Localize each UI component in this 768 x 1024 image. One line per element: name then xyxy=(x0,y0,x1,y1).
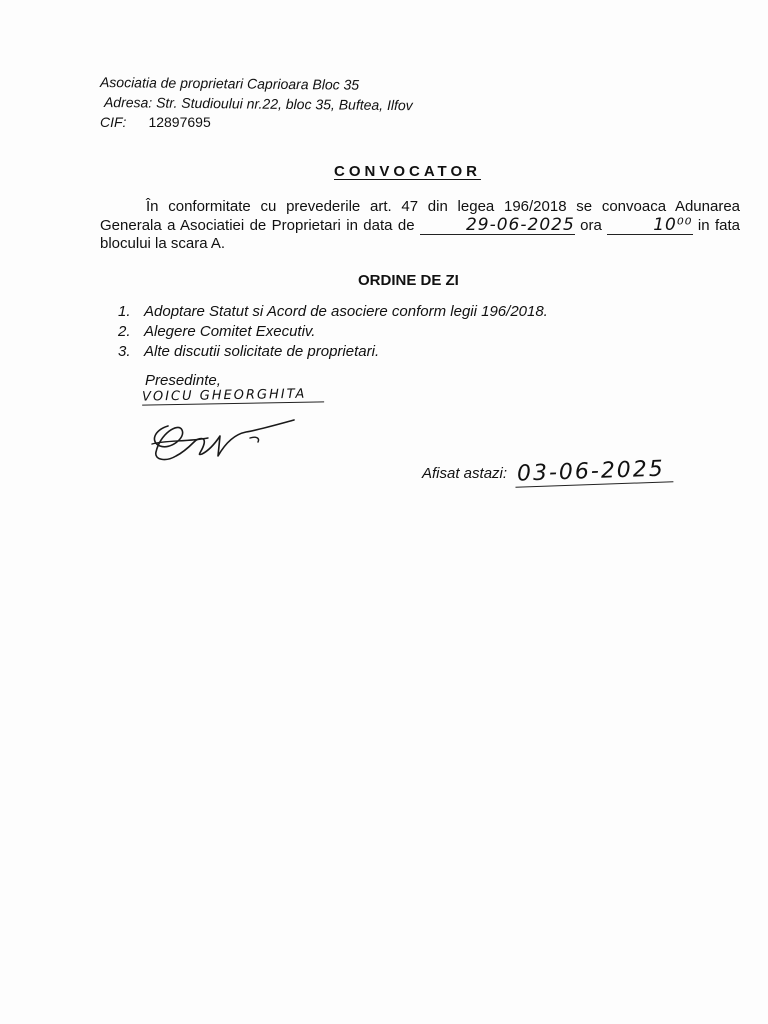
posted-date: 03-06-2025 xyxy=(515,456,674,487)
agenda-item: 3. Alte discutii solicitate de proprietari. xyxy=(118,343,380,360)
paragraph-text-1: În conformitate cu prevederile art. 47 din legea 196/2018 se convoaca Adunarea Generala a Asociatiei de Proprietari in data de xyxy=(100,198,740,234)
meeting-time: 10⁰⁰ xyxy=(607,216,692,235)
header-block xyxy=(100,72,413,132)
cif-label: CIF: xyxy=(100,114,127,130)
agenda-item: 2. Alegere Comitet Executiv. xyxy=(118,323,316,340)
posted-label: Afisat astazi: xyxy=(422,465,508,482)
posted-line xyxy=(422,456,673,487)
agenda-title: ORDINE DE ZI xyxy=(358,272,459,289)
agenda-item: 1. Adoptare Statut si Acord de asociere conform legii 196/2018. xyxy=(118,303,548,320)
association-name: Asociatia de proprietari Caprioara Bloc 35 xyxy=(99,74,360,93)
convocation-paragraph xyxy=(100,198,740,253)
agenda-list xyxy=(118,302,548,362)
paragraph-text-3: in fata blocului la scara A. xyxy=(100,217,740,252)
president-handwritten-name: VOICU GHEORGHITA xyxy=(142,386,324,405)
president-label: Presedinte, xyxy=(145,372,221,389)
association-address: Adresa: Str. Studioului nr.22, bloc 35, Buftea, Ilfov xyxy=(103,94,413,114)
document-title: CONVOCATOR xyxy=(334,163,481,180)
meeting-date: 29-06-2025 xyxy=(420,216,575,235)
cif-line xyxy=(100,112,413,132)
paragraph-text-2: ora xyxy=(580,217,602,234)
cif-value: 12897695 xyxy=(148,114,211,130)
president-signature xyxy=(146,412,306,468)
